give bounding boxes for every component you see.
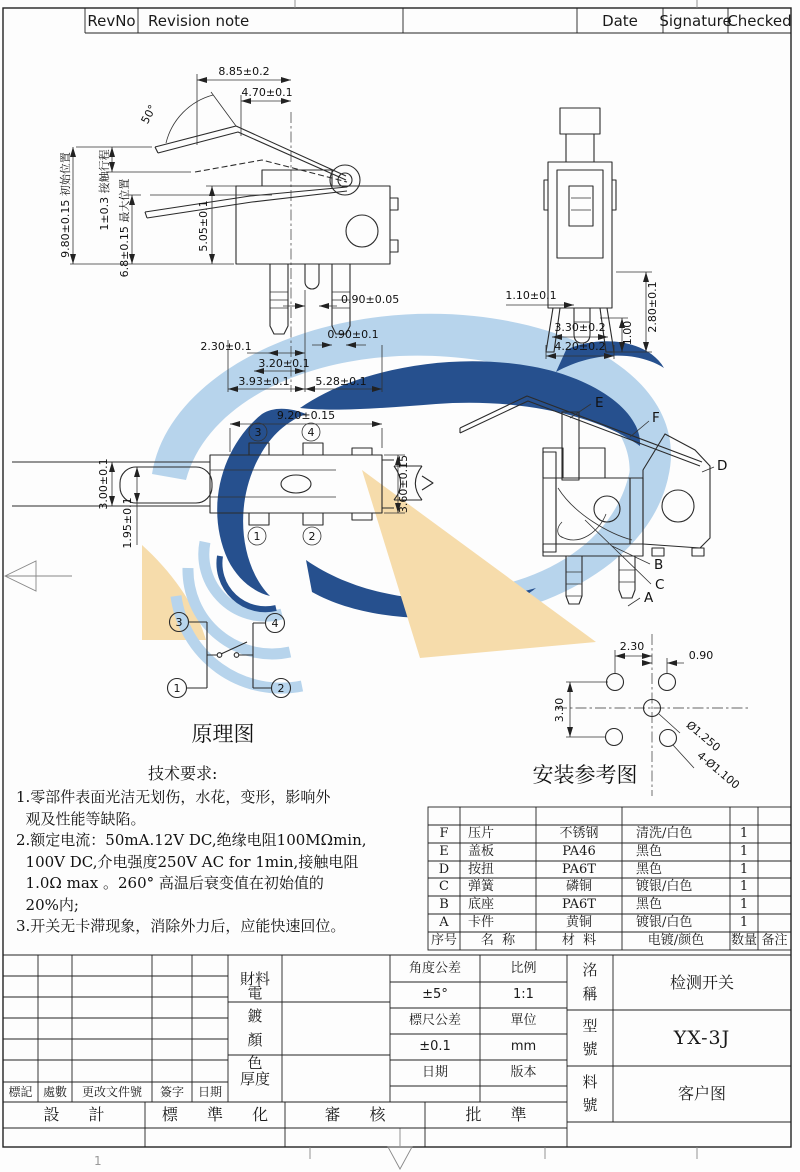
titleblock-standardize-label: 標 準 化 (161, 1105, 281, 1125)
titleblock-unit-label: 單位 (510, 1013, 537, 1029)
parts-row-plating: 黑色 (636, 844, 663, 860)
dim-holes: 4-Ø1.100 (694, 748, 743, 792)
parts-row-name: 卡件 (468, 915, 495, 931)
pin-balloon-2: 2 (308, 530, 316, 543)
revision-header-date: Date (602, 11, 638, 30)
part-label-E: E (595, 395, 604, 411)
titleblock-model-value: YX-3J (673, 1026, 731, 1049)
dim-width-partial: 4.70±0.1 (241, 86, 293, 99)
revision-header-revno: RevNo (87, 11, 136, 30)
parts-row-qty: 1 (739, 826, 749, 842)
titleblock-plating-label: 電鍍顏色 (247, 984, 263, 1072)
schematic-pin-1: 1 (173, 682, 181, 695)
dim-w360: 3.60±0.15 (397, 454, 410, 514)
titleblock-mark-label: 標記 (8, 1084, 33, 1099)
parts-row-note (758, 914, 791, 932)
tech-requirements-line: 3.开关无卡滞现象，消除外力后，应能快速回位。 (16, 917, 346, 935)
install-view (533, 634, 751, 796)
schematic-pin-4: 4 (271, 617, 279, 630)
part-label-D: D (717, 458, 728, 474)
parts-row-qty: 1 (739, 897, 749, 913)
revision-header-checked: Checked (727, 11, 792, 30)
parts-footer-qty: 数量 (730, 933, 757, 949)
tech-requirements-line: 观及性能等缺陷。 (16, 809, 146, 828)
dim-w195: 1.95±0.1 (121, 497, 134, 549)
parts-row-qty: 1 (739, 879, 749, 895)
dim-w420: 4.20±0.2 (554, 340, 606, 353)
part-label-B: B (654, 557, 664, 573)
parts-row-material: 磷铜 (565, 879, 592, 895)
parts-row-id: B (439, 897, 449, 913)
titleblock-changedoc-label: 更改文件號 (81, 1084, 142, 1099)
pin-balloon-3: 3 (254, 426, 262, 439)
dim-p528: 5.28±0.1 (315, 375, 367, 388)
dim-dx: 2.30 (619, 640, 645, 653)
dim-pin-w2: 0.90±0.1 (327, 328, 379, 341)
parts-row-material: PA6T (562, 897, 596, 913)
part-label-A: A (644, 590, 654, 606)
parts-row-material: 不锈钢 (559, 826, 599, 842)
tech-requirements (16, 761, 422, 938)
titleblock-name-label: 洺稱 (582, 961, 598, 1003)
titleblock-date2-label: 日期 (421, 1065, 448, 1081)
parts-row-id: F (439, 826, 449, 842)
parts-row-note (758, 861, 791, 878)
dim-initial-pos: 9.80±0.15 初始位置 (59, 152, 72, 258)
parts-row-qty: 1 (739, 844, 749, 860)
zone-number: 1 (94, 1154, 102, 1168)
parts-row-plating: 清洗/白色 (636, 826, 693, 842)
titleblock-scale-value: 1:1 (513, 987, 534, 1003)
titleblock-model-label: 型號 (582, 1016, 598, 1058)
tech-requirements-line: 20%内; (16, 895, 79, 914)
parts-row-name: 弹簧 (468, 879, 495, 895)
tech-requirements-line: 1.零部件表面光洁无划伤，水花，变形，影响外 (16, 788, 331, 806)
titleblock-angle-tol-label: 角度公差 (408, 960, 461, 976)
parts-row-plating: 黑色 (636, 897, 663, 913)
titleblock-name-value: 检测开关 (669, 972, 734, 992)
dim-max-pos: 6.8±0.15 最大位置 (118, 178, 131, 278)
dim-w300: 3.00±0.1 (97, 458, 110, 510)
parts-row-note (758, 896, 791, 914)
titleblock-material-label: 財料 (239, 969, 270, 988)
dim-p393: 3.93±0.1 (238, 375, 290, 388)
pin-balloon-1: 1 (253, 530, 261, 543)
titleblock-angle-tol-value: ±5° (422, 987, 448, 1003)
install-title: 安装参考图 (532, 763, 638, 787)
dim-pin-offset: 1.10±0.1 (505, 289, 557, 302)
revision-header-note: Revision note (148, 11, 250, 30)
parts-footer-id: 序号 (430, 933, 457, 949)
parts-footer-material: 材 料 (561, 933, 597, 949)
revision-header-signature: Signature (659, 11, 732, 30)
tech-requirements-line: 2.额定电流：50mA.12V DC,绝缘电阻100MΩmin, (16, 831, 367, 849)
titleblock-design-label: 設 計 (43, 1105, 117, 1125)
titleblock-thickness-label: 厚度 (239, 1069, 270, 1088)
tech-requirements-title: 技术要求: (148, 764, 218, 783)
schematic-pin-2: 2 (277, 682, 285, 695)
parts-row-material: 黄铜 (565, 915, 592, 931)
parts-row-note (758, 878, 791, 896)
dim-length: 9.20±0.15 (276, 409, 336, 422)
dim-p320: 3.20±0.1 (258, 357, 310, 370)
parts-row-material: PA6T (562, 861, 596, 877)
titleblock-scale-label: 比例 (510, 960, 537, 976)
parts-row-name: 底座 (468, 897, 495, 913)
titleblock-date-label: 日期 (197, 1084, 222, 1099)
parts-footer-note: 备注 (761, 933, 788, 949)
dim-pin-w1: 0.90±0.05 (341, 293, 400, 306)
dim-dy: 3.30 (553, 697, 566, 723)
parts-row-note (758, 843, 791, 861)
titleblock-unit-value: mm (510, 1039, 537, 1055)
tech-requirements-line: 1.0Ω max 。260° 高温后衰变值在初始值的 (16, 874, 324, 892)
titleblock-version-label: 版本 (510, 1065, 537, 1081)
parts-row-name: 按扭 (468, 861, 495, 877)
dim-body-height: 5.05±0.1 (197, 200, 210, 252)
titleblock-linear-tol-value: ±0.1 (419, 1039, 451, 1055)
dim-w330: 3.30±0.2 (554, 321, 606, 334)
dim-h280: 2.80±0.1 (646, 281, 659, 333)
part-label-F: F (652, 410, 660, 426)
dim-h100: 1.00 (621, 320, 634, 346)
parts-row-plating: 镀银/白色 (636, 879, 693, 895)
dim-p230: 2.30±0.1 (200, 340, 252, 353)
parts-row-plating: 黑色 (636, 861, 663, 877)
pin-balloon-4: 4 (307, 426, 315, 439)
tech-requirements-line: 100V DC,介电强度250V AC for 1min,接触电阻 (16, 852, 359, 871)
dim-angle: 50° (138, 102, 160, 127)
parts-row-note (758, 825, 791, 843)
titleblock-review-label: 審 核 (324, 1105, 398, 1125)
schematic-title: 原理图 (191, 722, 255, 746)
titleblock-count-label: 處數 (42, 1084, 67, 1099)
part-label-C: C (655, 577, 665, 593)
dim-width-total: 8.85±0.2 (218, 65, 270, 78)
parts-row-material: PA46 (562, 844, 596, 860)
titleblock-sign-label: 簽字 (159, 1084, 184, 1099)
titleblock-partno-value: 客户图 (677, 1084, 726, 1104)
dim-hole-center: Ø1.250 (683, 718, 723, 755)
parts-row-id: E (439, 844, 449, 860)
front-view (505, 108, 659, 359)
parts-row-qty: 1 (739, 861, 749, 877)
parts-row-qty: 1 (739, 915, 749, 931)
parts-footer-plating: 电镀/颜色 (647, 933, 705, 949)
parts-footer-name: 名 称 (480, 933, 516, 949)
titleblock-approve-label: 批 準 (465, 1105, 539, 1125)
parts-row-name: 压片 (468, 826, 495, 842)
titleblock-partno-label: 料號 (582, 1072, 598, 1114)
parts-row-id: A (439, 915, 449, 931)
parts-row-id: C (439, 879, 449, 895)
dim-travel: 1±0.3 接触行程 (98, 149, 111, 231)
parts-row-id: D (438, 861, 450, 877)
parts-row-name: 盖板 (468, 844, 495, 860)
titleblock-linear-tol-label: 標尺公差 (408, 1013, 461, 1029)
schematic-pin-3: 3 (175, 616, 183, 629)
dim-dy-small: 0.90 (688, 649, 714, 662)
parts-row-plating: 镀银/白色 (636, 915, 693, 931)
